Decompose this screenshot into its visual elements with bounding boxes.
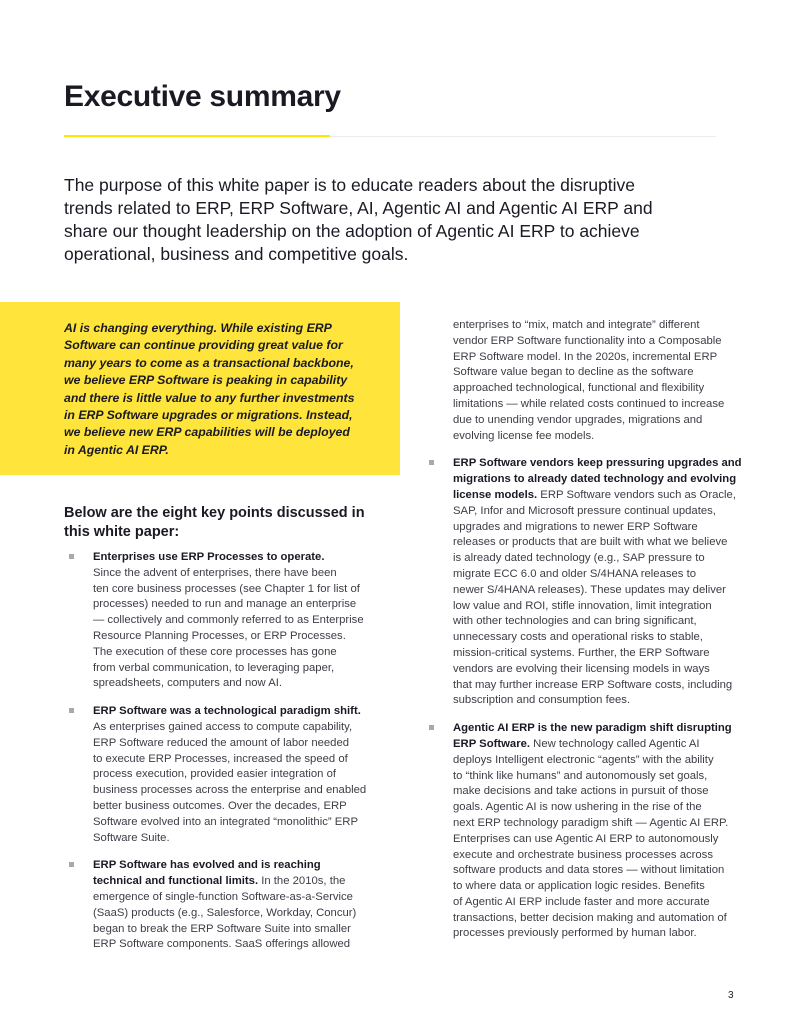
text-line: low value and ROI, stifle innovation, limit integration <box>453 599 712 612</box>
text-line: ERP Software reduced the amount of labor needed <box>93 736 350 749</box>
bullet-marker <box>69 862 74 867</box>
text-line: next ERP technology paradigm shift — Agentic AI ERP. <box>453 816 729 829</box>
key-point-lead-tail: New technology called Agentic AI <box>530 737 700 750</box>
key-point-lead-line <box>93 858 384 874</box>
text-line: goals. Agentic AI is now ushering in the rise of the <box>453 801 702 814</box>
callout-line: in ERP Software upgrades or migrations. Instead, <box>64 408 353 423</box>
text-line: vendor ERP Software functionality into a Composable <box>453 334 722 347</box>
key-point-lead-line <box>93 874 384 890</box>
text-line: Software value began to decline as the software <box>453 366 694 379</box>
bullet-marker <box>69 708 74 713</box>
text-line: As enterprises gained access to compute capability, <box>93 720 353 733</box>
text-line: Since the advent of enterprises, there have been <box>93 566 337 579</box>
key-point-lead-line <box>93 550 384 566</box>
text-line: to “think like humans” and autonomously set goals, <box>453 769 708 782</box>
text-line: ERP Software components. SaaS offerings allowed <box>93 938 351 951</box>
key-point-lead-line <box>453 488 744 504</box>
text-line: emergence of single-function Software-as-a-Service <box>93 890 353 903</box>
text-line: make decisions and take actions in pursuit of those <box>453 785 709 798</box>
text-line: migrate ECC 6.0 and older S/4HANA releases to <box>453 567 697 580</box>
text-line: better business outcomes. Over the decades, ERP <box>93 799 347 812</box>
page-number: 3 <box>728 990 734 1001</box>
text-line: execute and orchestrate business processes across <box>453 848 713 861</box>
key-points-heading <box>64 504 364 542</box>
key-point-lead: ERP Software has evolved and is reaching <box>93 859 321 872</box>
text-line: of Agentic AI ERP include faster and more accurate <box>453 895 710 908</box>
text-line: is already dated technology (e.g., SAP pressure to <box>453 552 705 565</box>
text-line: (SaaS) products (e.g., Salesforce, Workday, Concur) <box>93 906 357 919</box>
key-point-lead-line <box>453 737 744 753</box>
key-point-lead-line <box>453 472 744 488</box>
key-point <box>64 858 384 953</box>
key-point-lead: license models. <box>453 488 538 501</box>
text-line: that may further increase ERP Software costs, including <box>453 678 733 691</box>
text-line: Software evolved into an integrated “monolithic” ERP <box>93 815 358 828</box>
text-line: SAP, Infor and Microsoft pressure continual updates, <box>453 504 716 517</box>
intro-line: trends related to ERP, ERP Software, AI, Agentic AI and Agentic AI ERP and <box>64 198 653 218</box>
text-line: releases or products that are built with what we believe <box>453 536 728 549</box>
key-point-lead-line <box>93 704 384 720</box>
text-line: transactions, better decision making and automation of <box>453 911 727 924</box>
callout-line: many years to come as a transactional backbone, <box>64 355 354 370</box>
text-line: evolving license fee models. <box>453 429 595 442</box>
bullet-marker <box>429 460 434 465</box>
intro-paragraph <box>64 174 684 266</box>
key-point <box>424 721 744 942</box>
key-point-lead: ERP Software vendors keep pressuring upgrades and <box>453 457 742 470</box>
key-point-lead-tail: ERP Software vendors such as Oracle, <box>537 488 736 501</box>
text-line: from verbal communication, to leveraging paper, <box>93 661 335 674</box>
text-line: Software Suite. <box>93 831 170 844</box>
text-line: processes) needed to run and manage an enterprise <box>93 598 357 611</box>
callout-line: Software can continue providing great value for <box>64 338 343 353</box>
text-line: Enterprises can use Agentic AI ERP to autonomously <box>453 832 719 845</box>
text-line: to where data or application logic resides. Benefits <box>453 880 705 893</box>
text-line: to execute ERP Processes, increased the speed of <box>93 752 348 765</box>
right-column <box>424 318 744 954</box>
text-line: upgrades and migrations to newer ERP Software <box>453 520 698 533</box>
key-points-heading-line: this white paper: <box>64 524 180 540</box>
callout-line: AI is changing everything. While existing ERP <box>64 321 332 335</box>
text-line: business processes across the enterprise and enabled <box>93 784 367 797</box>
key-point-lead-line <box>453 456 744 472</box>
text-line: vendors are evolving their licensing models in ways <box>453 662 710 675</box>
text-line: process execution, provided easier integration of <box>93 768 337 781</box>
intro-line: share our thought leadership on the adoption of Agentic AI ERP to achieve <box>64 221 640 241</box>
key-points-heading-line: Below are the eight key points discussed in <box>64 505 365 521</box>
bullet-marker <box>69 554 74 559</box>
text-line: with other technologies and can bring significant, <box>453 615 697 628</box>
text-line: software products and data stores — without limitation <box>453 864 725 877</box>
key-point-lead: Enterprises use ERP Processes to operate. <box>93 551 325 563</box>
callout-line: we believe ERP Software is peaking in capability <box>64 373 348 388</box>
text-line: newer S/4HANA releases). These updates may deliver <box>453 583 726 596</box>
key-point-lead-tail: In the 2010s, the <box>258 875 346 888</box>
callout-line: in Agentic AI ERP. <box>64 442 169 457</box>
text-line: — collectively and commonly referred to as Enterprise <box>93 614 364 627</box>
text-line: began to break the ERP Software Suite into smaller <box>93 922 351 935</box>
key-point-lead: Agentic AI ERP is the new paradigm shift disrupting <box>453 722 732 735</box>
key-point-lead-line <box>453 721 744 737</box>
text-line: unnecessary costs and operational risks to stable, <box>453 631 703 644</box>
continued-text <box>424 318 744 444</box>
text-line: The execution of these core processes has gone <box>93 645 337 658</box>
key-point-lead: migrations to already dated technology and evolving <box>453 473 737 486</box>
text-line: ERP Software model. In the 2020s, incremental ERP <box>453 350 718 363</box>
text-line: deploys Intelligent electronic “agents” with the ability <box>453 753 714 766</box>
text-line: limitations — while related costs continued to increase <box>453 397 725 410</box>
text-line: spreadsheets, computers and now AI. <box>93 677 283 690</box>
title-accent-rule <box>64 135 330 137</box>
key-point <box>64 550 384 692</box>
text-line: mission-critical systems. Further, the ERP Software <box>453 646 710 659</box>
text-line: enterprises to “mix, match and integrate” different <box>453 319 700 331</box>
left-column <box>64 550 384 965</box>
callout-quote <box>64 320 364 459</box>
text-line: due to unending vendor upgrades, migrations and <box>453 413 703 426</box>
key-point <box>424 456 744 709</box>
key-point-lead: ERP Software. <box>453 737 531 750</box>
callout-line: we believe new ERP capabilities will be deployed <box>64 425 350 440</box>
key-point-lead: ERP Software was a technological paradigm shift. <box>93 705 361 718</box>
text-line: subscription and consumption fees. <box>453 694 631 707</box>
text-line: ten core business processes (see Chapter 1 for list of <box>93 582 360 595</box>
bullet-marker <box>429 725 434 730</box>
page-title: Executive summary <box>64 80 341 113</box>
intro-line: operational, business and competitive goals. <box>64 244 409 264</box>
key-point-lead: technical and functional limits. <box>93 875 259 888</box>
text-line: processes previously performed by human labor. <box>453 927 697 940</box>
key-point <box>64 704 384 846</box>
callout-line: and there is little value to any further investments <box>64 390 355 405</box>
text-line: approached technological, functional and flexibility <box>453 382 705 395</box>
text-line: Resource Planning Processes, or ERP Processes. <box>93 629 346 642</box>
intro-line: The purpose of this white paper is to educate readers about the disruptive <box>64 175 636 195</box>
